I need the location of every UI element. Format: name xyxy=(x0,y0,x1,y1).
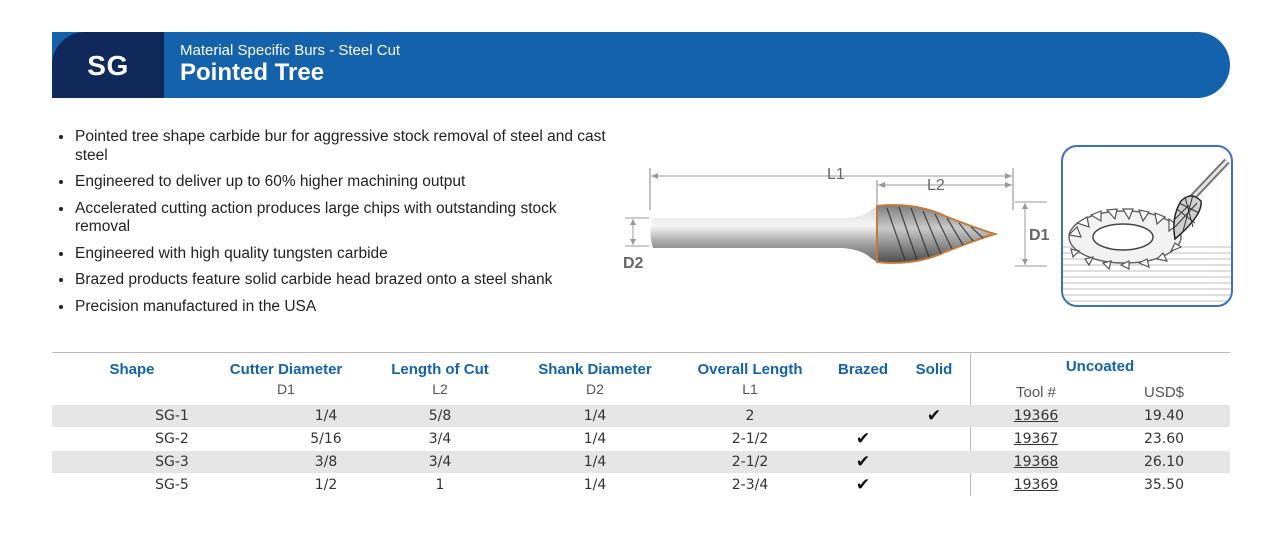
l1-cell: 2-1/2 xyxy=(731,454,769,470)
header-cutter-diameter: Cutter Diameter xyxy=(229,361,343,378)
header-brazed: Brazed xyxy=(837,361,889,378)
l1-cell: 2-1/2 xyxy=(731,431,769,447)
brazed-check-cell: ✔ xyxy=(855,429,871,449)
shape-cell: SG-1 xyxy=(155,408,189,424)
header-uncoated: Uncoated xyxy=(1065,358,1135,375)
brazed-check-cell: ✔ xyxy=(855,452,871,472)
header-tool-number: Tool # xyxy=(1015,384,1057,401)
application-illustration xyxy=(1061,145,1233,307)
bur-dimension-diagram xyxy=(615,150,1055,280)
l2-cell: 3/4 xyxy=(428,431,452,447)
bur-head xyxy=(877,205,995,263)
d2-cell: 1/4 xyxy=(583,408,607,424)
feature-item: • Brazed products feature solid carbide head brazed onto a steel shank xyxy=(74,271,614,290)
d2-cell: 1/4 xyxy=(583,477,607,493)
d2-cell: 1/4 xyxy=(583,431,607,447)
feature-item: • Accelerated cutting action produces large chips with outstanding stock removal xyxy=(74,200,614,237)
d1-label: D1 xyxy=(1029,227,1050,244)
feature-list xyxy=(52,128,614,324)
d2-label: D2 xyxy=(623,255,644,272)
product-subtitle: Material Specific Burs - Steel Cut xyxy=(180,42,401,59)
header-cutter-diameter-symbol: D1 xyxy=(277,381,295,397)
tool-number-link[interactable]: 19369 xyxy=(1013,477,1059,493)
header-solid: Solid xyxy=(915,361,953,378)
l1-cell: 2-3/4 xyxy=(731,477,769,493)
usd-cell: 35.50 xyxy=(1143,477,1185,493)
shape-cell: SG-3 xyxy=(155,454,189,470)
header-shank-diameter-symbol: D2 xyxy=(586,381,604,397)
shape-cell: SG-2 xyxy=(155,431,189,447)
l2-cell: 1 xyxy=(435,477,445,493)
header-shape: Shape xyxy=(109,361,155,378)
header-length-of-cut-symbol: L2 xyxy=(432,381,448,397)
header-overall-length-symbol: L1 xyxy=(742,381,758,397)
shape-cell: SG-5 xyxy=(155,477,189,493)
feature-item: • Pointed tree shape carbide bur for aggressive stock removal of steel and cast steel xyxy=(74,128,614,165)
solid-check-cell: ✔ xyxy=(926,406,942,426)
header-length-of-cut: Length of Cut xyxy=(391,361,489,378)
table-row xyxy=(52,474,1230,496)
header-shank-diameter: Shank Diameter xyxy=(538,361,652,378)
header-overall-length: Overall Length xyxy=(697,361,803,378)
usd-cell: 26.10 xyxy=(1143,454,1185,470)
l2-label: L2 xyxy=(927,177,945,194)
usd-cell: 19.40 xyxy=(1143,408,1185,424)
tool-number-link[interactable]: 19368 xyxy=(1013,454,1059,470)
product-code: SG xyxy=(87,50,129,81)
l1-cell: 2 xyxy=(745,408,755,424)
d2-cell: 1/4 xyxy=(583,454,607,470)
d1-cell: 3/8 xyxy=(314,454,338,470)
brazed-check-cell: ✔ xyxy=(855,475,871,495)
table-top-rule xyxy=(52,352,1230,353)
l1-label: L1 xyxy=(827,166,845,183)
tool-number-link[interactable]: 19367 xyxy=(1013,431,1059,447)
product-title: Pointed Tree xyxy=(180,59,325,86)
header-usd: USD$ xyxy=(1143,384,1184,401)
usd-cell: 23.60 xyxy=(1143,431,1185,447)
d1-cell: 1/2 xyxy=(314,477,338,493)
table-row xyxy=(52,428,1230,450)
d1-cell: 5/16 xyxy=(310,431,342,447)
product-code-tab xyxy=(52,32,164,98)
bur-shank xyxy=(651,206,878,262)
l2-cell: 3/4 xyxy=(428,454,452,470)
l2-cell: 5/8 xyxy=(428,408,452,424)
feature-item: • Engineered with high quality tungsten carbide xyxy=(74,245,614,264)
d1-cell: 1/4 xyxy=(314,408,338,424)
feature-item: • Engineered to deliver up to 60% higher machining output xyxy=(74,173,614,192)
tool-number-link[interactable]: 19366 xyxy=(1013,408,1059,424)
feature-item: • Precision manufactured in the USA xyxy=(74,298,614,317)
table-row xyxy=(52,451,1230,473)
table-row xyxy=(52,405,1230,427)
